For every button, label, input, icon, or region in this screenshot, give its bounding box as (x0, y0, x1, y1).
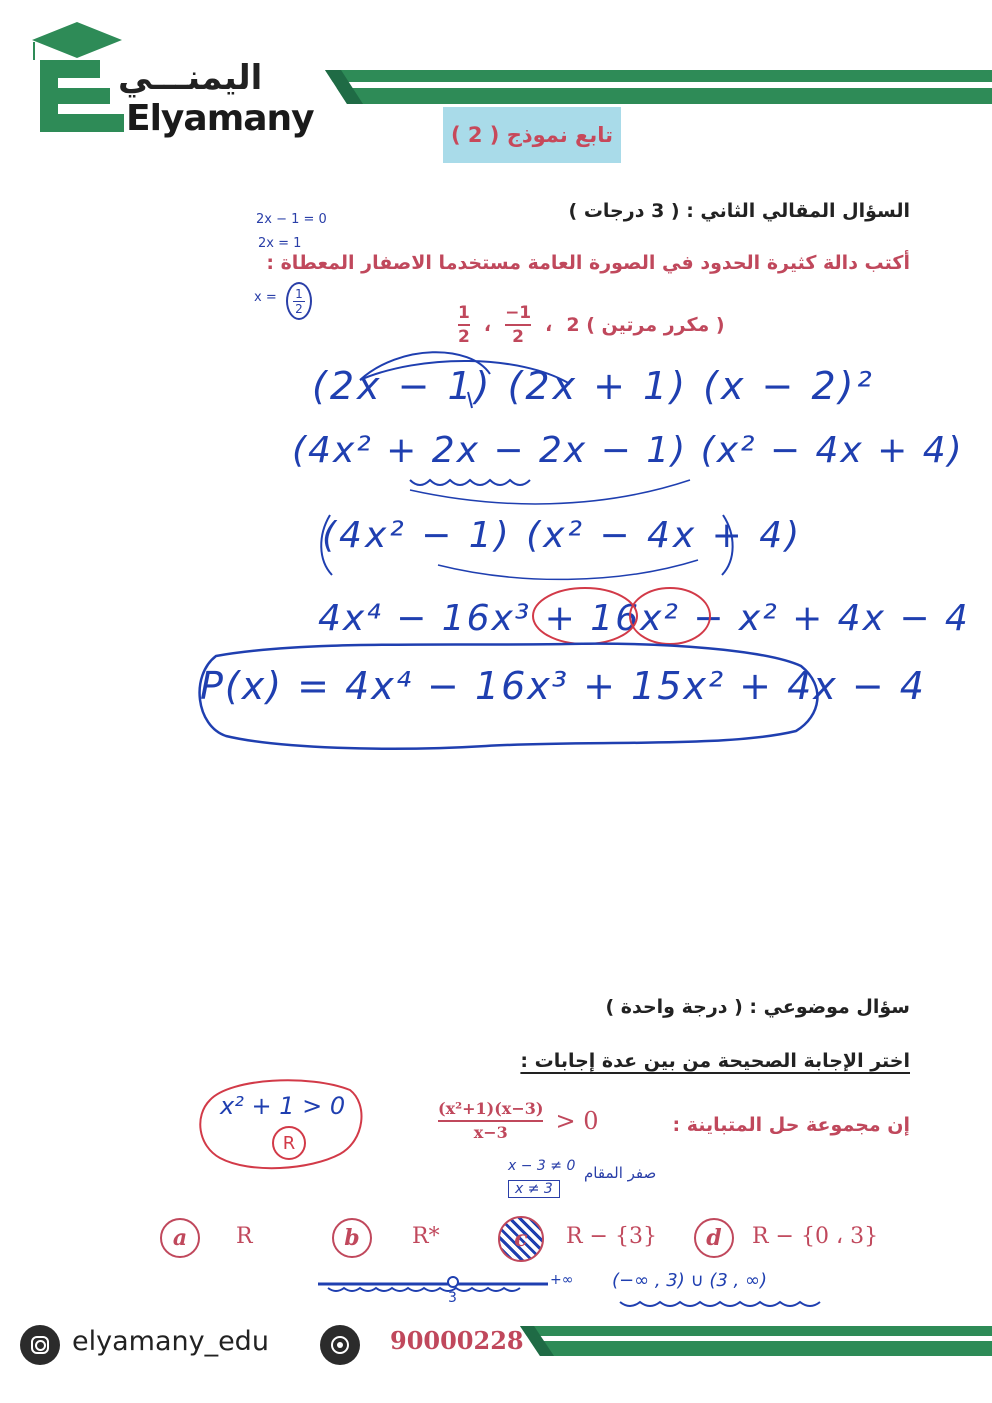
interval-note: (−∞ , 3) ∪ (3 , ∞) (612, 1270, 768, 1291)
inequality-denominator: x−3 (473, 1123, 508, 1142)
interval-underline (618, 1296, 828, 1310)
zeros-separator: ، (545, 314, 553, 336)
option-d-button[interactable]: d (694, 1218, 734, 1258)
model-label: تابع نموذج ( 2 ) (443, 107, 621, 163)
instagram-handle: elyamany_edu (72, 1326, 269, 1357)
side-note-cloud (190, 1070, 370, 1180)
zeros-separator: ، (483, 314, 492, 336)
inequality-rhs: > 0 (555, 1107, 599, 1135)
step-3: (4x² − 1) (x² − 4x + 4) (322, 515, 803, 556)
zero-neg-half: $\frac{-1}{2}$ (505, 303, 532, 347)
under-note-bottom: x ≠ 3 (508, 1180, 560, 1198)
step-1: (2x − 1) (2x + 1) (x − 2)² (312, 364, 875, 408)
essay-prompt: أكتب دالة كثيرة الحدود في الصورة العامة مستخدما الاصفار المعطاة : (266, 252, 910, 274)
number-line-three: 3 (448, 1290, 457, 1306)
step-2: (4x² + 2x − 2x − 1) (x² − 4x + 4) (292, 430, 964, 471)
objective-question: إن مجموعة حل المتباينة : (672, 1114, 910, 1136)
essay-heading: السؤال المقالي الثاني : ( 3 درجات ) (568, 200, 910, 222)
under-note-word: صفر المقام (584, 1164, 657, 1182)
option-a-value: R (236, 1224, 253, 1249)
brand-arabic: اليمنـــي (118, 58, 263, 98)
zero-two-double: ( مكرر مرتين ) 2 (566, 314, 725, 336)
step-5-final: P(x) = 4x⁴ − 16x³ + 15x² + 4x − 4 (200, 664, 926, 708)
objective-instruction: اختر الإجابة الصحيحة من بين عدة إجابات : (520, 1050, 910, 1072)
header-stripe (325, 70, 992, 104)
option-c-value: R − {3} (566, 1224, 657, 1249)
option-d-value: R − {0 ، 3} (752, 1224, 879, 1249)
option-c-button-selected[interactable]: c (498, 1216, 544, 1262)
zero-half: $\frac{1}{2}$ (458, 303, 470, 347)
zeros-list (458, 302, 725, 348)
whatsapp-icon (320, 1325, 360, 1365)
objective-heading: سؤال موضوعي : ( درجة واحدة ) (605, 996, 910, 1018)
option-a-button[interactable]: a (160, 1218, 200, 1258)
logo-mark (22, 18, 132, 138)
side-note-2: 2x = 1 (258, 236, 302, 251)
distribution-arrows (340, 344, 580, 414)
step-4: 4x⁴ − 16x³ + 16x² − x² + 4x − 4 (318, 598, 970, 639)
inequality-expression (438, 1098, 598, 1144)
under-note-top: x − 3 ≠ 0 (508, 1158, 576, 1174)
number-line-infinity: +∞ (550, 1272, 574, 1288)
phone-number: 90000228 (390, 1326, 524, 1355)
brand-english: Elyamany (126, 98, 314, 139)
inequality-numerator: (x²+1)(x−3) (438, 1099, 544, 1118)
footer-stripe (520, 1326, 992, 1356)
instagram-icon (20, 1325, 60, 1365)
cancel-underline (400, 470, 700, 510)
option-b-button[interactable]: b (332, 1218, 372, 1258)
side-note-answer: 1 2 (286, 282, 312, 320)
option-b-value: R* (412, 1224, 440, 1249)
side-note-3: x = (254, 290, 277, 305)
side-note-answer-r: R (272, 1126, 306, 1160)
step-3-bracket (318, 505, 738, 585)
side-note-1: 2x − 1 = 0 (256, 212, 327, 227)
side-note-inequality: x² + 1 > 0 (220, 1092, 346, 1120)
